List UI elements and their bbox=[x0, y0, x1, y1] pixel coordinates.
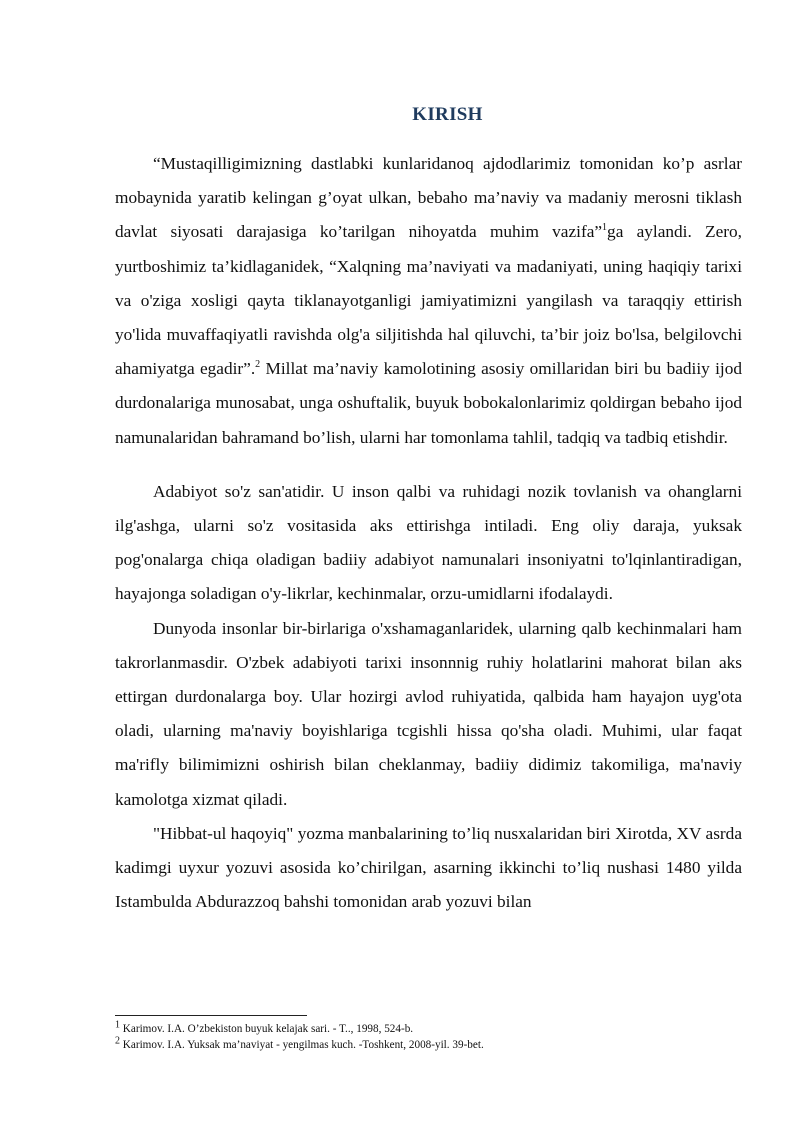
footnote-text-2: Karimov. I.A. Yuksak ma’naviyat - yengilmas kuch. -Toshkent, 2008-yil. 39-bet. bbox=[120, 1039, 484, 1051]
footnotes bbox=[115, 1021, 742, 1053]
page-title: KIRISH bbox=[412, 104, 483, 125]
paragraph-2: Adabiyot so'z san'atidir. U inson qalbi va ruhidagi nozik tovlanish va ohanglarni ilg'ashga, ularni so'z vositasida aks ettirishga intiladi. Eng oliy daraja, yuksak pog'onalarga chiqa oladigan badiiy adabiyot namunalari insoniyatni to'lqinlantiradigan, hayajonga soladigan o'y-likrlar, kechinmalar, orzu-umidlarni ifodalaydi. bbox=[115, 481, 742, 604]
paragraph-1 bbox=[115, 147, 742, 455]
paragraph-1-part-1: “Mustaqilligimizning dastlabki kunlaridanoq ajdodlarimiz tomonidan ko’p asrlar mobaynida yaratib kelingan g’oyat ulkan, bebaho ma’naviy va madaniy merosni tiklash davlat siyosati darajasiga ko’tarilgan nihoyatda muhim vazifa” bbox=[115, 154, 742, 242]
body-text bbox=[115, 147, 742, 919]
footnote-1 bbox=[115, 1021, 742, 1037]
footnote-separator bbox=[115, 1015, 307, 1016]
footnote-number-2: 2 bbox=[115, 1035, 120, 1047]
paragraph-1-part-2: ga aylandi. Zero, yurtboshimiz ta’kidlaganidek, “Xalqning ma’naviyati va madaniyati, uning haqiqiy tarixi va o'ziga xosligi qayta tiklanayotganligi jamiyatimizni yangilash va taraqqiy ettirish yo'lida muvaffaqiyatli ravishda olg'a siljitishda hal qiluvchi, ta’bir joiz bo'lsa, belgilovchi ahamiyatga egadir”. bbox=[115, 222, 742, 379]
paragraph-4: "Hibbat-ul haqoyiq" yozma manbalarining to’liq nusxalaridan biri Xirotda, XV asrda kadimgi uyxur yozuvi asosida ko’chirilgan, asarning ikkinchi to’liq nushasi 1480 yilda Istambulda Abdurazzoq bahshi tomonidan arab yozuvi bilan bbox=[115, 823, 742, 912]
footnote-ref-2[interactable]: 2 bbox=[255, 359, 261, 371]
footnote-ref-1[interactable]: 1 bbox=[602, 222, 608, 234]
footnote-2 bbox=[115, 1037, 742, 1053]
footnote-number-1: 1 bbox=[115, 1019, 120, 1031]
footnote-text-1: Karimov. I.A. O’zbekiston buyuk kelajak sari. - T.., 1998, 524-b. bbox=[120, 1023, 414, 1035]
paragraph-3: Dunyoda insonlar bir-birlariga o'xshamaganlaridek, ularning qalb kechinmalari ham takrorlanmasdir. O'zbek adabiyoti tarixi insonnnig ruhiy holatlarini mahorat bilan aks ettirgan durdonalarga boy. Ular hozirgi avlod ruhiyatida, qalbida ham hayajon uyg'ota oladi, ularning ma'naviy boyishlariga tcgishli hissa qo'sha oladi. Muhimi, ular faqat ma'rifly bilimimizni oshirish bilan cheklanmay, badiiy didimiz takomiliga, ma'naviy kamolotga xizmat qiladi. bbox=[115, 618, 742, 809]
paragraph-1-part-3: Millat ma’naviy kamolotining asosiy omillaridan biri bu badiiy ijod durdonalariga munosabat, unga oshuftalik, buyuk bobokalonlarimiz qoldirgan bebaho ijod namunalaridan bahramand bo’lish, ularni har tomonlama tahlil, tadqiq va tadbiq etishdir. bbox=[115, 359, 742, 447]
